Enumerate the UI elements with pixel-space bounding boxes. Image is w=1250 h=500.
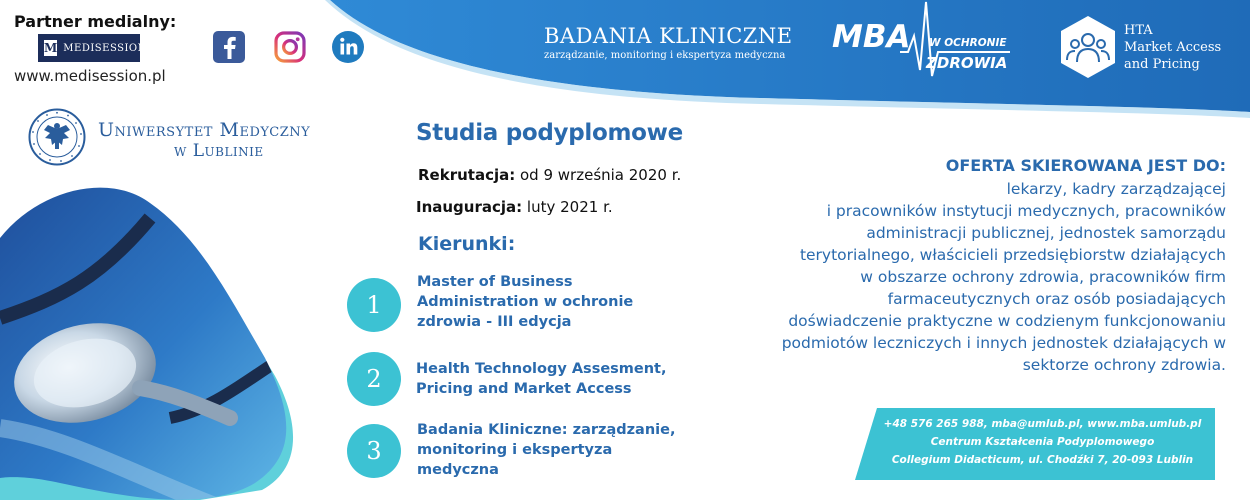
inauguration-label: Inauguracja: bbox=[416, 198, 523, 216]
mba-logo-main: MBA bbox=[832, 19, 911, 55]
facebook-icon[interactable] bbox=[212, 30, 246, 64]
hta-badge-icon bbox=[1058, 14, 1118, 80]
partner-label: Partner medialny: bbox=[14, 12, 177, 31]
page-title: Studia podyplomowe bbox=[416, 120, 683, 146]
offer-line: sektorze ochrony zdrowia. bbox=[1022, 356, 1226, 374]
partner-url-link[interactable]: www.medisession.pl bbox=[14, 67, 166, 85]
mba-logo-line2: ZDROWIA bbox=[926, 54, 1008, 72]
course-item-mba[interactable]: Master of Business Administration w ochronie zdrowia - III edycja bbox=[417, 274, 634, 330]
contact-center-name: Centrum Kształcenia Podyplomowego bbox=[930, 436, 1155, 448]
recruitment-value: od 9 września 2020 r. bbox=[515, 166, 682, 184]
hta-logo-line1: HTA bbox=[1124, 23, 1153, 38]
course-item-hta[interactable]: Health Technology Assesment, Pricing and Market Access bbox=[416, 361, 667, 397]
medisession-logo-letter: M bbox=[44, 41, 58, 55]
offer-line: farmaceutycznych oraz osób posiadających bbox=[887, 290, 1226, 308]
hta-logo-text bbox=[1124, 22, 1221, 73]
offer-line: terytorialnego, właścicieli przedsiębiorstw działających bbox=[799, 246, 1226, 264]
inauguration-value: luty 2021 r. bbox=[522, 198, 613, 216]
offer-line: podmiotów leczniczych i innych jednostek działających w bbox=[781, 334, 1226, 352]
offer-line: lekarzy, kadry zarządzającej bbox=[1006, 180, 1226, 198]
university-seal-icon bbox=[28, 108, 86, 166]
university-name-line1: Uniwersytet Medyczny bbox=[98, 119, 311, 141]
offer-line: doświadczenie praktyczne w codzienym funkcjonowaniu bbox=[788, 312, 1226, 330]
badania-kliniczne-logo-subtitle: zarządzanie, monitoring i ekspertyza medyczna bbox=[544, 50, 786, 61]
contact-phone-email-web[interactable]: +48 576 265 988, mba@umlub.pl, www.mba.umlub.pl bbox=[883, 418, 1202, 430]
contact-address: Collegium Didacticum, ul. Chodźki 7, 20-093 Lublin bbox=[891, 454, 1194, 466]
inauguration-info bbox=[416, 198, 613, 216]
medisession-logo-name: MEDISESSION bbox=[63, 42, 147, 54]
courses-heading: Kierunki: bbox=[418, 233, 516, 255]
mba-logo-line1: W OCHRONIE bbox=[929, 37, 1007, 49]
badania-kliniczne-logo-title: BADANIA KLINICZNE bbox=[544, 24, 793, 48]
course-number-badge: 2 bbox=[347, 352, 401, 406]
university-name-line2: w Lublinie bbox=[174, 141, 264, 161]
offer-line: w obszarze ochrony zdrowia, pracowników firm bbox=[860, 268, 1226, 286]
course-item-clinical-trials[interactable]: Badania Kliniczne: zarządzanie, monitoring i ekspertyza medyczna bbox=[417, 422, 676, 478]
hta-logo-line2: Market Access bbox=[1124, 40, 1222, 55]
recruitment-label: Rekrutacja: bbox=[418, 166, 516, 184]
mba-logo bbox=[830, 0, 1015, 80]
hta-logo-line3: and Pricing bbox=[1124, 57, 1200, 72]
offer-line: administracji publicznej, jednostek samorządu bbox=[866, 224, 1226, 242]
offer-description bbox=[706, 178, 1226, 376]
linkedin-icon[interactable] bbox=[331, 30, 365, 64]
instagram-icon[interactable] bbox=[273, 30, 307, 64]
medisession-logo[interactable] bbox=[38, 34, 147, 62]
stethoscope-image bbox=[0, 178, 308, 500]
contact-info bbox=[880, 415, 1205, 469]
recruitment-info bbox=[418, 166, 681, 184]
offer-heading: OFERTA SKIEROWANA JEST DO: bbox=[945, 156, 1226, 175]
offer-line: i pracowników instytucji medycznych, pracowników bbox=[826, 202, 1226, 220]
course-number-badge: 1 bbox=[347, 278, 401, 332]
course-number-badge: 3 bbox=[347, 424, 401, 478]
